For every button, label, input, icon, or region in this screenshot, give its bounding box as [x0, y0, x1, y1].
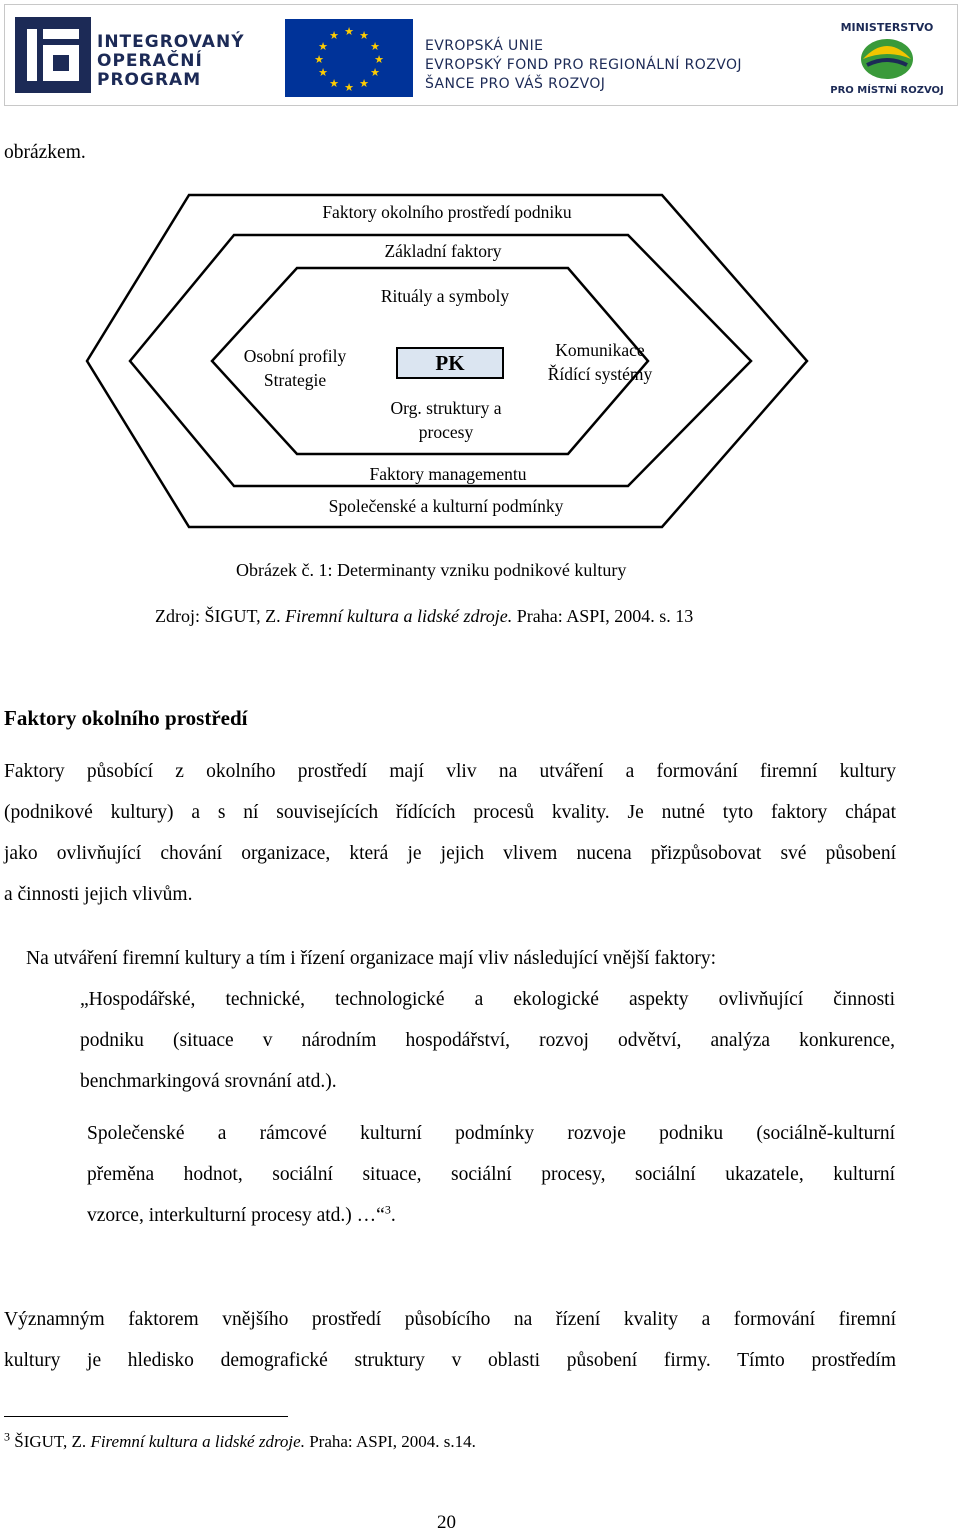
section-heading: Faktory okolního prostředí: [4, 706, 248, 730]
figure-caption: Obrázek č. 1: Determinanty vzniku podnikové kultury: [236, 560, 627, 580]
footnote-separator: [4, 1416, 288, 1417]
eu-flag-icon: [285, 19, 413, 97]
quote1-line-2: podniku (situace v národním hospodářství, rozvoj odvětví, analýza konkurence,: [80, 1030, 895, 1051]
right-label: Komunikace Řídící systémy: [547, 340, 653, 384]
para1-line-1: Faktory působící z okolního prostředí mají vliv na utváření a formování firemní kultury: [4, 761, 896, 782]
quote1-line-3: benchmarkingová srovnání atd.).: [80, 1071, 337, 1092]
svg-text:★: ★: [318, 40, 328, 53]
footnote: $^3$ ŠIGUT, Z. Firemní kultura a lidské zdroje. Praha: ASPI, 2004. s.14.: [4, 1429, 476, 1451]
footnote-number: 3: [4, 1429, 10, 1444]
header-logo-band: [4, 4, 958, 106]
outer-bottom-label: Společenské a kulturní podmínky: [328, 496, 564, 516]
svg-text:★: ★: [370, 66, 380, 79]
svg-text:★: ★: [318, 66, 328, 79]
middle-bottom-label: Faktory managementu: [369, 464, 527, 484]
svg-text:★: ★: [374, 53, 384, 66]
figure-source: Zdroj: ŠIGUT, Z. Firemní kultura a lidské zdroje. Praha: ASPI, 2004. s. 13: [155, 606, 694, 626]
svg-text:★: ★: [329, 77, 339, 90]
intro-fragment: obrázkem.: [4, 142, 86, 163]
svg-text:★: ★: [370, 40, 380, 53]
para1-line-4: a činnosti jejich vlivům.: [4, 884, 193, 905]
page-number: 20: [437, 1512, 456, 1533]
para1-line-2: (podnikové kultury) a s ní souvisejících řídících procesů kvality. Je nutné tyto faktory chápat: [4, 802, 896, 823]
quote1-line-1: „Hospodářské, technické, technologické a ekologické aspekty ovlivňující činnosti: [80, 989, 895, 1010]
quote2-line-1: Společenské a rámcové kulturní podmínky rozvoje podniku (sociálně-kulturní: [87, 1123, 895, 1144]
footnote-ref[interactable]: 3: [384, 1202, 391, 1217]
svg-text:★: ★: [344, 81, 354, 94]
ministry-logo-bottom-text: PRO MÍSTNÍ ROZVOJ: [830, 85, 944, 96]
para3-line-2: kultury je hledisko demografické struktury v oblasti působení firmy. Tímto prostředím: [4, 1350, 896, 1371]
left-label: Osobní profily Strategie: [243, 346, 347, 390]
inner-top-label: Rituály a symboly: [380, 286, 510, 306]
outer-label: Faktory okolního prostředí podniku: [322, 202, 572, 222]
iop-logo-icon: [15, 17, 91, 93]
svg-text:★: ★: [329, 29, 339, 42]
svg-text:★: ★: [359, 29, 369, 42]
pk-center-box: PK: [396, 347, 504, 379]
inner-bottom-label: Org. struktury a procesy: [390, 398, 502, 442]
ministry-logo-icon: [823, 15, 951, 97]
footnote-title: Firemní kultura a lidské zdroje.: [90, 1432, 305, 1451]
eu-logo-text: EVROPSKÁ UNIE EVROPSKÝ FOND PRO REGIONÁLNÍ ROZVOJ ŠANCE PRO VÁŠ ROZVOJ: [425, 38, 742, 92]
svg-text:★: ★: [344, 25, 354, 38]
para1-line-3: jako ovlivňující chování organizace, která je jejich vlivem nucena přizpůsobovat své působení: [4, 843, 896, 864]
svg-text:★: ★: [359, 77, 369, 90]
ministry-logo-top-text: MINISTERSTVO: [840, 21, 934, 34]
source-title: Firemní kultura a lidské zdroje.: [285, 606, 513, 626]
svg-text:★: ★: [314, 53, 324, 66]
quote2-line-2: přeměna hodnot, sociální situace, sociální procesy, sociální ukazatele, kulturní: [87, 1164, 895, 1185]
para3-line-1: Významným faktorem vnějšího prostředí působícího na řízení kvality a formování firemní: [4, 1309, 896, 1330]
para2-intro: Na utváření firemní kultury a tím i řízení organizace mají vliv následující vnější faktory:: [26, 948, 717, 969]
middle-label: Základní faktory: [384, 241, 502, 261]
quote2-line-3: vzorce, interkulturní procesy atd.) …“$^3$.: [87, 1202, 396, 1226]
iop-logo-text: INTEGROVANÝ OPERAČNÍ PROGRAM: [97, 32, 245, 90]
